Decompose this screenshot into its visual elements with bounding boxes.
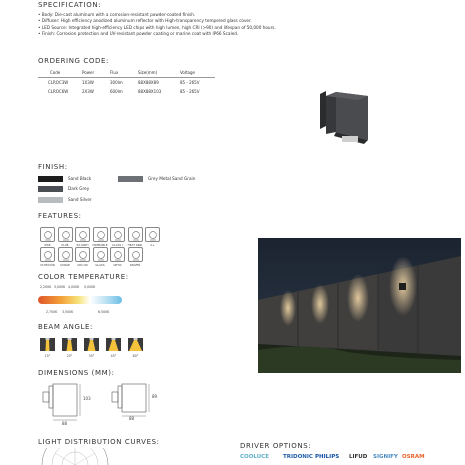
ct-label: 4,000K [68, 285, 80, 289]
color-temp-gradient-bar [38, 296, 122, 304]
spec-item: • LED Source: Integrated high-efficiency LED chips with high lumen, high CRI (>90) and lifespan of 50,000 hours. [38, 24, 276, 30]
ordering-table [38, 68, 215, 96]
beam-angle-icon [106, 338, 121, 351]
finish-heading: FINISH: [38, 163, 68, 171]
spec-item: • Body: Die-cast aluminum with a corrosion-resistant powder-coated finish. [38, 12, 196, 17]
thermal-icon [127, 227, 143, 247]
dim-a-height: 103 [83, 396, 91, 401]
spec-heading: SPECIFICATION: [38, 1, 102, 9]
features-heading: FEATURES: [38, 212, 82, 220]
beam-angle-label: 60° [132, 354, 139, 358]
finish-label: Sand Silver [68, 197, 92, 202]
beam-heading: BEAM ANGLE: [38, 323, 94, 331]
beam-angle-icon [40, 338, 55, 351]
spec-item: • Diffuser: High efficiency anodized aluminum reflector with High-transparency tempered glass cover. [38, 18, 252, 24]
col-header: Code [38, 68, 82, 78]
ordering-heading: ORDERING CODE: [38, 57, 109, 65]
finish-label: Grey Metal Sand Grain [148, 176, 196, 181]
beam-angle-icon [128, 338, 143, 351]
beam-angle-label: 15° [44, 354, 51, 358]
finish-swatch-grey-metal [118, 176, 143, 182]
ldc-heading: LIGHT DISTRIBUTION CURVES: [38, 438, 160, 446]
feature-label: CRI>90 [77, 263, 88, 267]
product-image [312, 82, 382, 154]
class-icon [110, 227, 125, 247]
dimension-drawing [38, 380, 168, 428]
feature-label: SURGE [60, 263, 70, 267]
feature-label: 50,000H [76, 243, 89, 247]
ct-label: 2,200K [40, 285, 52, 289]
feature-label: DIMMABLE [92, 243, 108, 247]
finish-swatch-sand-silver [38, 197, 63, 203]
feature-label: DRIVER [129, 263, 141, 267]
finish-label: Dark Grey [68, 186, 90, 191]
dimensions-heading: DIMENSIONS (MM): [38, 369, 115, 377]
feature-label: CLASS I [112, 243, 123, 247]
feature-label: OPTIC [113, 263, 122, 267]
feature-label: IP66 [44, 243, 51, 247]
driver-logo-philips: PHILIPS [315, 454, 340, 460]
spec-list [38, 12, 418, 38]
ldc-diagram [40, 448, 110, 465]
col-header: Power [82, 68, 110, 78]
driver-heading: DRIVER OPTIONS: [240, 442, 312, 450]
feature-label: OUTDOOR [40, 263, 55, 267]
color-temp-heading: COLOR TEMPERATURE: [38, 273, 129, 281]
feature-label: A+ [150, 243, 155, 247]
dim-b-height: 89 [152, 394, 158, 399]
beam-angle-icon [62, 338, 77, 351]
ct-label: 3,500K [62, 310, 74, 314]
table-row: CLROC6W 2X3W 600lm 88X88X103 85 - 265V [48, 89, 200, 94]
table-row: CLROC3W 1X3W 300lm 88X88X89 85 - 265V [48, 80, 200, 85]
driver-logo-signify: SIGNIFY [373, 454, 398, 460]
spec-item: • Finish: Corrosion protection and UV-resistant powder coating or marine coat with IP66 Scaled. [38, 31, 239, 37]
beam-angle-label: 25° [66, 354, 73, 358]
feature-label: GLASS [95, 263, 105, 267]
ip66-icon [40, 227, 55, 247]
finish-label: Sand Black [68, 176, 92, 181]
beam-angle-label: 45° [110, 354, 117, 358]
rating-icon [145, 227, 160, 247]
feature-label: HEAT SINK [127, 243, 143, 247]
driver-logo-osram: OSRAM [402, 454, 425, 460]
feature-label: IK-08 [61, 243, 69, 247]
optic-icon [110, 247, 125, 267]
ik-icon [58, 227, 73, 247]
driver-logo-cooluce: COOLUCE [240, 454, 269, 460]
driver-icon [128, 247, 143, 267]
dimmable-icon [92, 227, 108, 247]
finish-swatch-dark-grey [38, 186, 63, 192]
weather-icon [40, 247, 55, 267]
cri-icon [75, 247, 90, 267]
beam-angle-icon [84, 338, 99, 351]
dim-b-width: 88 [129, 416, 135, 421]
col-header: Voltage [180, 68, 215, 78]
beam-angle-label: 35° [88, 354, 95, 358]
ct-label: 3,000K [54, 285, 66, 289]
dim-a-width: 88 [62, 421, 68, 426]
driver-logo-lifud: LIFUD [349, 454, 368, 460]
ct-label: 2,700K [46, 310, 58, 314]
col-header: Size(mm) [138, 68, 180, 78]
surge-icon [58, 247, 73, 267]
installation-photo [258, 238, 461, 373]
finish-swatch-sand-black [38, 176, 63, 182]
col-header: Flux [110, 68, 138, 78]
glass-icon [93, 247, 108, 267]
lifespan-icon [75, 227, 90, 247]
ct-label: 6,500K [98, 310, 110, 314]
driver-logo-tridonic: TRIDONIC [283, 454, 313, 460]
ct-label: 5,000K [84, 285, 96, 289]
